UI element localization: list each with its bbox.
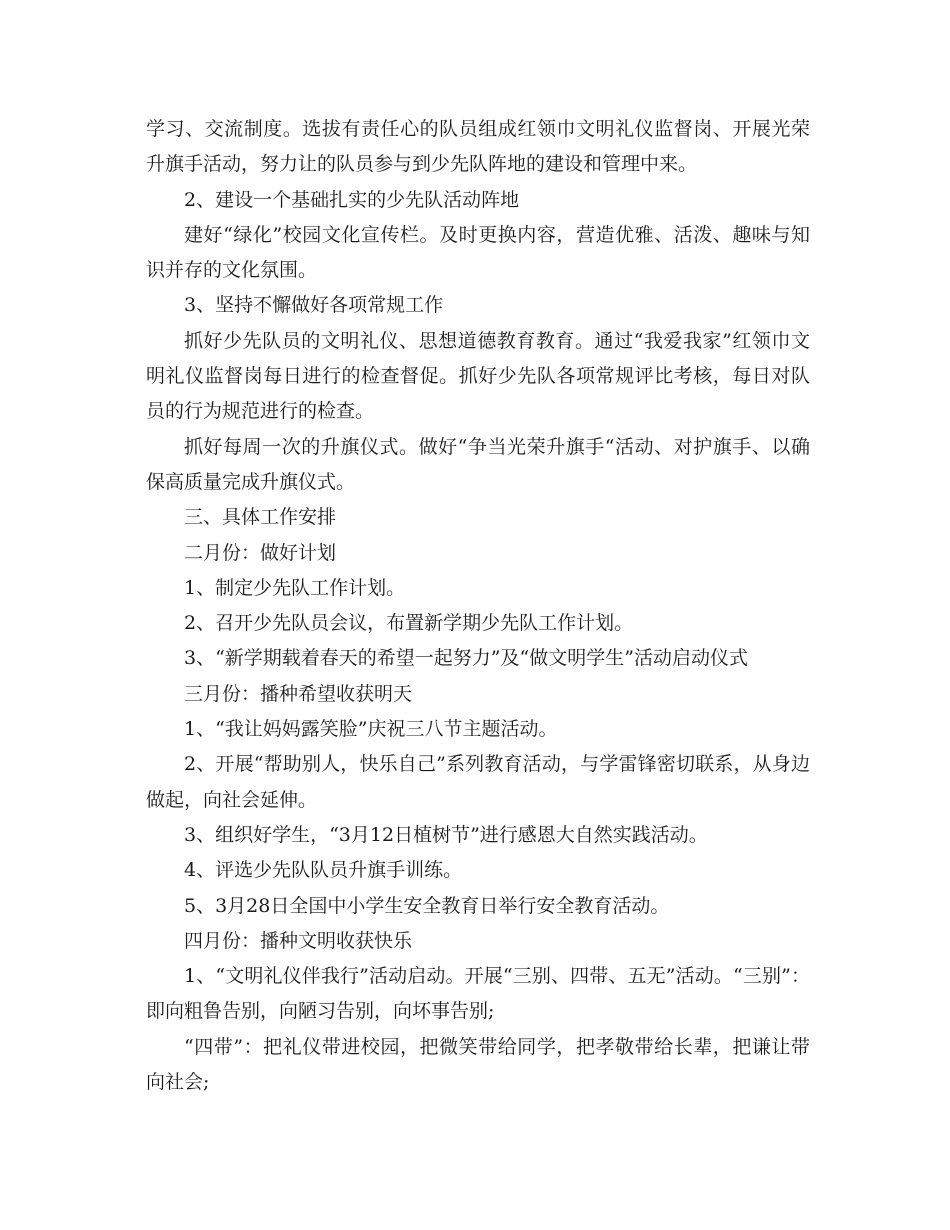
- month-heading-march: 三月份：播种希望收获明天: [184, 682, 413, 705]
- month-heading-april: 四月份：播种文明收获快乐: [184, 929, 413, 952]
- paragraph-3: 建好“绿化”校园文化宣传栏。及时更换内容，营造优雅、活泼、趣味与知识并存的文化氛围。: [146, 223, 810, 282]
- paragraph-17: 5、3月28日全国中小学生安全教育日举行安全教育活动。: [184, 894, 670, 917]
- paragraph-5: 抓好少先队员的文明礼仪、思想道德教育教育。通过“我爱我家”红领巾文明礼仪监督岗每日进行的检查督促。抓好少先队各项常规评比考核，每日对队员的行为规范进行的检查。: [146, 329, 810, 423]
- paragraph-11: 3、“新学期载着春天的希望一起努力”及“做文明学生”活动启动仪式: [184, 647, 748, 670]
- paragraph-13: 1、“我让妈妈露笑脸”庆祝三八节主题活动。: [184, 718, 558, 741]
- paragraph-19: 1、“文明礼仪伴我行”活动启动。开展“三别、四带、五无”活动。“三别”：即向粗鲁告别，向陋习告别，向坏事告别;: [146, 965, 810, 1023]
- paragraph-6: 抓好每周一次的升旗仪式。做好“争当光荣升旗手“活动、对护旗手、以确保高质量完成升旗仪式。: [146, 435, 810, 493]
- paragraph-15: 3、组织好学生，“3月12日植树节”进行感恩大自然实践活动。: [184, 823, 708, 846]
- paragraph-14: 2、开展“帮助别人，快乐自己”系列教育活动，与学雷锋密切联系，从身边做起，向社会延伸。: [146, 753, 810, 811]
- paragraph-16: 4、评选少先队队员升旗手训练。: [184, 859, 463, 882]
- document-body: [146, 112, 810, 1100]
- paragraph-4: 3、坚持不懈做好各项常规工作: [184, 294, 444, 317]
- section-heading-3: 三、具体工作安排: [184, 506, 337, 529]
- paragraph-20: “四带”：把礼仪带进校园，把微笑带给同学，把孝敬带给长辈，把谦让带向社会;: [146, 1035, 810, 1094]
- month-heading-february: 二月份：做好计划: [184, 541, 337, 564]
- paragraph-10: 2、召开少先队员会议，布置新学期少先队工作计划。: [184, 612, 634, 635]
- paragraph-9: 1、制定少先队工作计划。: [184, 576, 406, 599]
- paragraph-1: 学习、交流制度。选拔有责任心的队员组成红领巾文明礼仪监督岗、开展光荣升旗手活动，努力让的队员参与到少先队阵地的建设和管理中来。: [146, 118, 810, 176]
- paragraph-2: 2、建设一个基础扎实的少先队活动阵地: [184, 188, 520, 211]
